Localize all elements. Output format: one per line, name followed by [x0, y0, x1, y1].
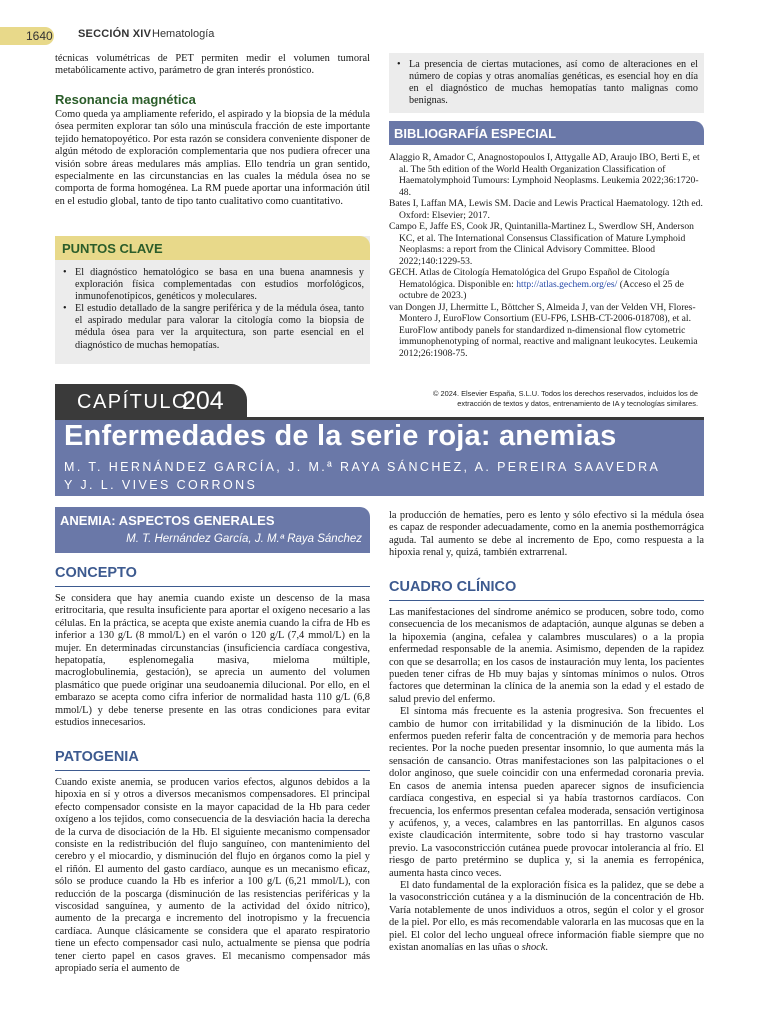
bibliography-ref: van Dongen JJ, Lhermitte L, Böttcher S, Almeida J, van der Velden VH, Flores-Montero J, EuroFlow Consortium (EU-FP6, LSHB-CT-2006-018708), et al. EuroFlow antibody panels for standardized n-dimensional flow cytometric immunophenotyping of normal, reactive and malignant leukocytes. Leukemia 2012;26:1908-75.	[389, 301, 698, 359]
patogenia-rule	[55, 770, 370, 771]
section-name: Hematología	[152, 28, 215, 40]
cuadro-rule	[389, 600, 704, 601]
concepto-rule	[55, 586, 370, 587]
subchapter-title: ANEMIA: ASPECTOS GENERALES	[60, 513, 275, 528]
chapter-authors: M. T. HERNÁNDEZ GARCÍA, J. M.ª RAYA SÁNCHEZ, A. PEREIRA SAAVEDRA Y J. L. VIVES CORRONS	[64, 460, 661, 492]
bibliography-title: BIBLIOGRAFÍA ESPECIAL	[389, 121, 704, 145]
chapter-title: Enfermedades de la serie roja: anemias	[64, 420, 617, 452]
cuadro-paragraph-3: El dato fundamental de la exploración física es la palidez, que se debe a la vasoconstricción cutánea y a la disminución de la concentración de Hb. Varía notablemente de unos individuos a otros, según el color y el grosor de la piel. Por ello, es más recomendable valorarla en las mucosas que en la piel. El color del lecho ungueal ofrece información fiable siempre que no existan anomalías en las uñas o shock.	[389, 879, 704, 953]
genetics-note-item: • La presencia de ciertas mutaciones, así como de alteraciones en el número de copias y otras anomalías genéticas, es esencial hoy en día en el diagnóstico de muchas hemopatías tanto malignas como benignas.	[397, 59, 698, 107]
section-label: SECCIÓN XIV	[78, 28, 152, 40]
hematies-paragraph: la producción de hematíes, pero es lento y sólo efectivo si la médula ósea es capaz de responder adecuadamente, como en la anemia posthemorrágica aguda. Tal aumento se debe al incremento de Epo, como respuesta a la hipoxia renal y, quizá, también extrarrenal.	[389, 510, 704, 559]
subchapter-box	[55, 507, 370, 553]
chapter-label: CAPÍTULO	[77, 391, 190, 413]
rm-heading: Resonancia magnética	[55, 92, 196, 107]
key-point-item: • El diagnóstico hematológico se basa en una buena anamnesis y exploración física complementadas con estudios morfológicos, inmunofenotípicos, genéticos y moleculares.	[63, 267, 364, 303]
bibliography-ref: Campo E, Jaffe ES, Cook JR, Quintanilla-Martinez L, Swerdlow SH, Anderson KC, et al. The International Consensus Classification of Mature Lymphoid Neoplasms: a report from the Clinical Advisory Committee. Blood 2022;140:1229-53.	[389, 221, 694, 267]
key-points-box	[55, 236, 370, 364]
key-points-list	[55, 260, 370, 352]
bibliography-ref: Alaggio R, Amador C, Anagnostopoulos I, Attygalle AD, Araujo IBO, Berti E, et al. The 5th edition of the World Health Organization Classification of Haematolymphoid Tumours: Lymphoid Neoplasms. Leukemia 2022;36:1720-48.	[389, 152, 700, 198]
page-number: 1640	[0, 27, 54, 45]
page-header	[0, 24, 768, 48]
gech-atlas-link[interactable]: http://atlas.gechem.org/es/	[516, 278, 618, 290]
concepto-heading: CONCEPTO	[55, 565, 137, 581]
key-point-item: • El estudio detallado de la sangre periférica y de la médula ósea, tanto el aspirado medular para valorar la citología como la biopsia de médula ósea para ver la arquitectura, son parte esencial en el diagnóstico de muchas hemopatías.	[63, 303, 364, 351]
key-points-title: PUNTOS CLAVE	[55, 236, 370, 260]
copyright-notice: © 2024. Elsevier España, S.L.U. Todos los derechos reservados, incluidos los de extracción de textos y datos, entrenamiento de IA y tecnologías similares.	[433, 389, 698, 408]
chapter-number: 204	[182, 387, 224, 415]
bibliography-ref: GECH. Atlas de Citología Hematológica del Grupo Español de Citología Hematológica. Disponible en: http://atlas.gechem.org/es/ (Acceso el 25 de octubre de 2023.)	[389, 267, 684, 301]
concepto-paragraph: Se considera que hay anemia cuando existe un descenso de la masa eritrocitaria, que resulta insuficiente para aportar el oxígeno necesario a las células. En la práctica, se acepta que existe anemia cuando la cifra de Hb es inferior a 130 g/L (8 mmol/L) en el varón o 120 g/L (7,4 mmol/L) en la mujer. En determinadas circunstancias (insuficiencia cardíaca congestiva, hepatopatía, esplenomegalia masiva, mieloma múltiple, macroglobulinemia, gestación), se aprecia un aumento del volumen plasmático que puede originar una seudoanemia dilucional. Por ello, en el embarazo se acepta como cifra inferior de normalidad hasta 110 g/L (6,8 mmol/L) y debe tenerse presente en las otras condiciones para evitar estudios innecesarios.	[55, 593, 370, 729]
cuadro-paragraph-1: Las manifestaciones del síndrome anémico se producen, sobre todo, como consecuencia de los mecanismos de adaptación, aunque algunas se deben a la hipoxemia (angina, cefalea y calambres musculares) o a la propia enfermedad responsable de la anemia. Asimismo, dependen de la rapidez con que se desarrolla; en los casos de instauración muy lenta, los pacientes pueden tener cifras de Hb muy bajas y síntomas mínimos o nulos. Otros factores que determinan la clínica de la anemia son la edad y el estado de salud previo del enfermo.	[389, 607, 704, 705]
chapter-title-band	[55, 420, 704, 496]
patogenia-paragraph: Cuando existe anemia, se producen varios efectos, algunos debidos a la hipoxia en sí y otros a diversos mecanismos compensadores. El principal efecto compensador consiste en la mayor capacidad de la Hb para ceder oxígeno a los tejidos, como consecuencia de la desviación hacia la derecha de la curva de disociación de la Hb. El siguiente mecanismo compensador consiste en la redistribución del flujo sanguíneo, con mantenimiento del cerebro y el miocardio, y disminución del flujo en órganos como la piel y el riñón. El aumento del gasto cardíaco, aunque es un mecanismo eficaz, sólo se produce cuando la Hb es inferior a 100 g/L (6,21 mmol/L), con reducción de la poscarga (disminución de las resistencias periféricas y la viscosidad sanguínea, y aumento de la actividad del óxido nítrico), aumento de la precarga e incremento del inotropismo y la frecuencia cardíaca. Aunque clásicamente se considera que el aparato respiratorio tiene un efecto compensador casi nulo, actualmente se piensa que podría tener cierto papel en casos graves. El mecanismo compensador más apropiado sería el aumento de	[55, 777, 370, 975]
subchapter-authors: M. T. Hernández García, J. M.ª Raya Sánchez	[126, 533, 362, 545]
patogenia-heading: PATOGENIA	[55, 749, 139, 765]
rm-paragraph: Como queda ya ampliamente referido, el aspirado y la biopsia de la médula ósea permiten explorar tan sólo una minúscula fracción de este importante tejido hematopoyético. Por esta razón se considera conveniente disponer de algún método de exploración complementaria que nos pudiera ofrecer una visión sobre áreas medulares más amplias. Ello tendría un gran sentido, especialmente en las circunstancias en las cuales la médula ósea no se comporta de forma homogénea. La RM puede aportar una información útil en el estudio global, tanto de tipo tanto cualitativo como cuantitativo.	[55, 109, 370, 207]
bibliography-ref: Bates I, Laffan MA, Lewis SM. Dacie and Lewis Practical Haematology. 12th ed. Oxford: Elsevier; 2017.	[389, 198, 703, 221]
cuadro-heading: CUADRO CLÍNICO	[389, 579, 517, 595]
pet-paragraph-end: técnicas volumétricas de PET permiten medir el volumen tumoral metabólicamente activo, parámetro de gran interés pronóstico.	[55, 53, 370, 77]
chapter-tab	[55, 384, 247, 418]
cuadro-text	[389, 607, 704, 954]
bibliography-list	[389, 152, 704, 359]
genetics-note-box	[389, 53, 704, 113]
cuadro-paragraph-2: El síntoma más frecuente es la astenia progresiva. Son frecuentes el cambio de humor con irritabilidad y la disminución de la libido. Los enfermos pueden referir falta de concentración y de memoria para hechos recientes. Por la noche pueden presentar insomnio, lo que aumenta más la sensación de cansancio. Otras manifestaciones son las palpitaciones o el dolor anginoso, que suele coincidir con una enfermedad coronaria previa. En casos de anemia intensa pueden aparecer signos de insuficiencia cardíaca congestiva, en especial si ya había trastornos cardíacos. Con frecuencia, los enfermos presentan cefalea moderada, sensación vertiginosa y acúfenos, y, a veces, calambres en las pantorrillas. En algunos casos existe claudicación intermitente, sobre todo si hay trastorno vascular previo. La vasoconstricción cutánea puede provocar intolerancia al frío. El riesgo de parto pretérmino se duplica y, si la anemia es ferropénica, aumenta hasta cinco veces.	[389, 706, 704, 879]
